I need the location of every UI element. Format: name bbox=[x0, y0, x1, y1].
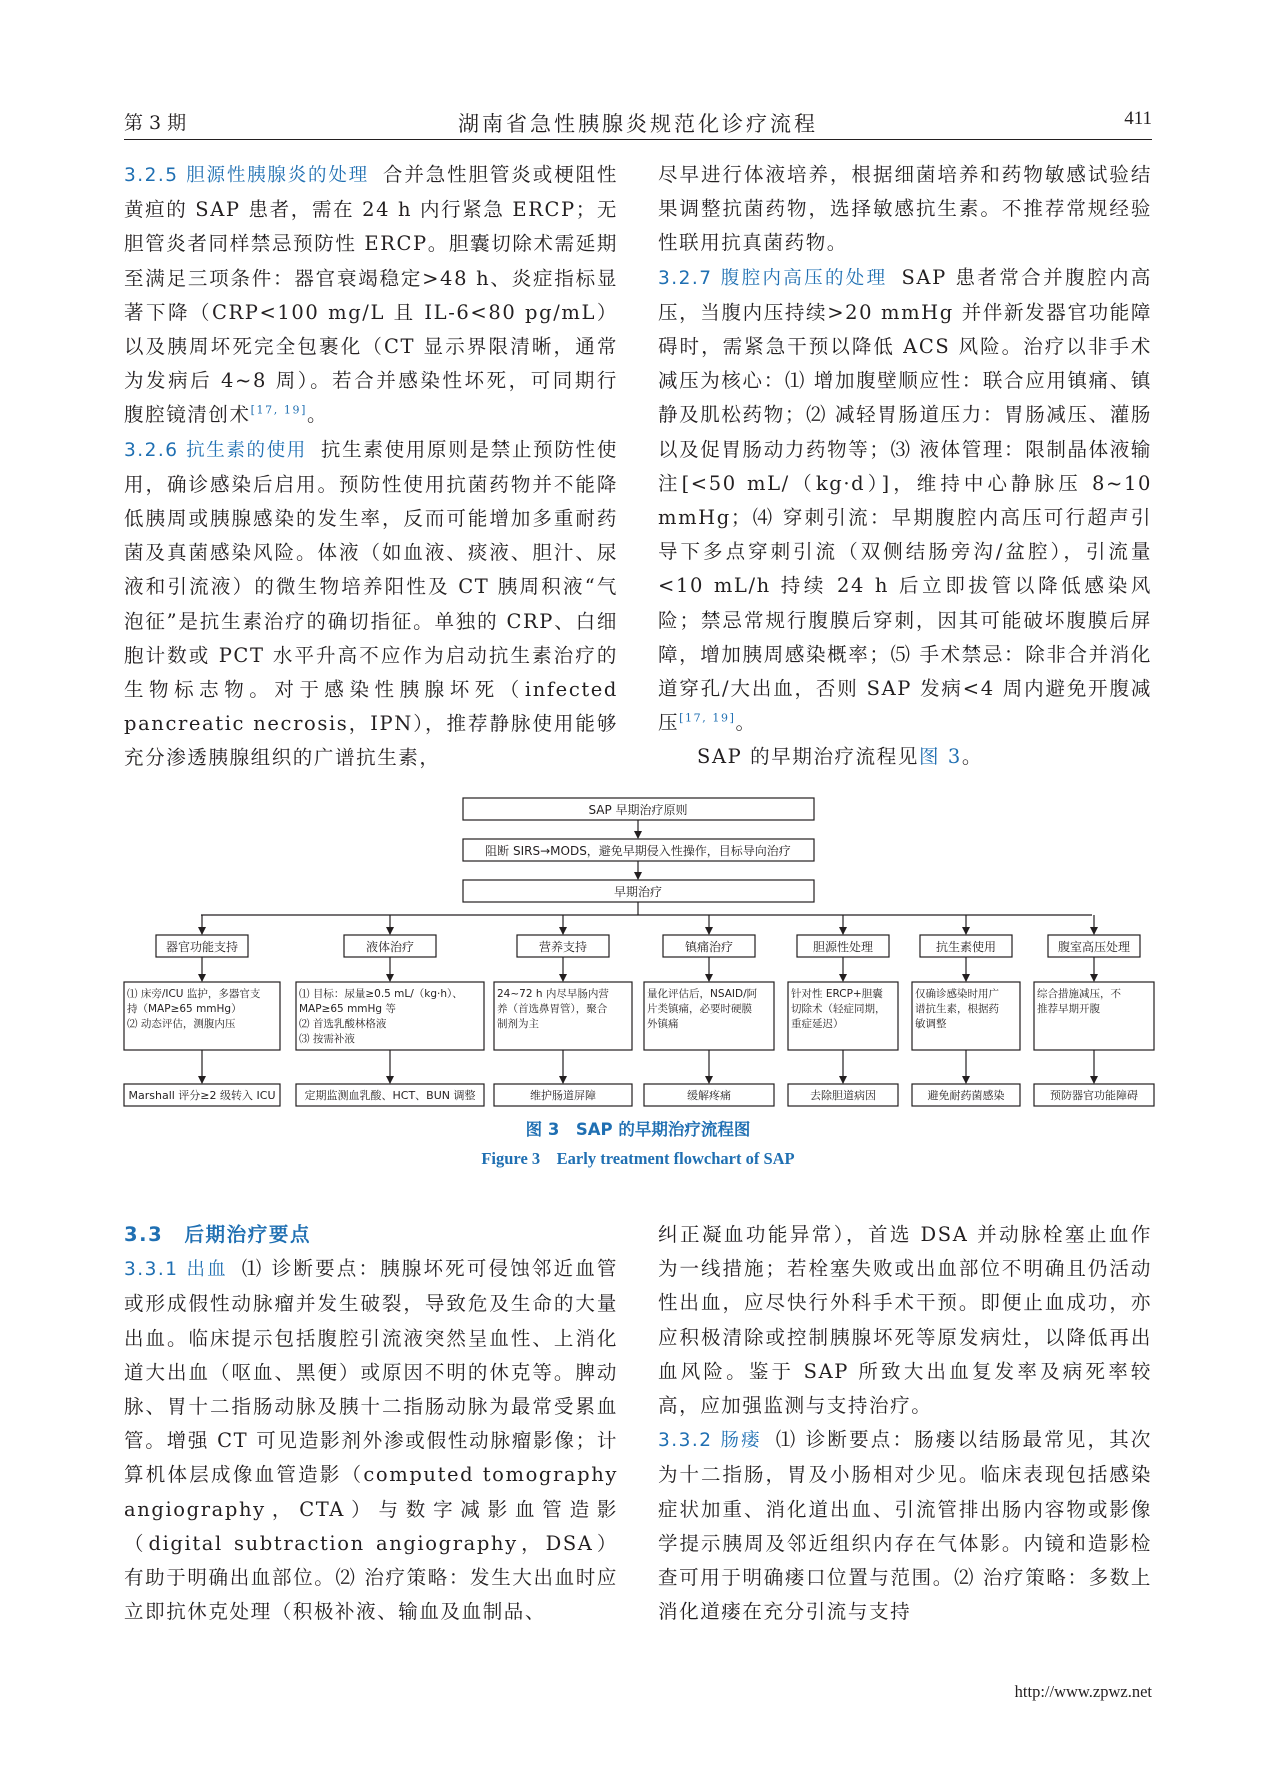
category-label: 器官功能支持 bbox=[165, 940, 239, 954]
early-treatment-text: 早期治疗 bbox=[613, 885, 663, 899]
detail-line: ⑵ 首选乳酸林格液 bbox=[299, 1018, 387, 1030]
detail-line: 重症延迟） bbox=[791, 1018, 844, 1030]
section-heading-3-3-2: 3.3.2 肠瘘 bbox=[658, 1430, 762, 1452]
detail-line: 仅确诊感染时用广 bbox=[915, 988, 999, 1000]
paragraph-text: 抗生素使用原则是禁止预防性使用，确诊感染后启用。预防性使用抗菌药物并不能降低胰周或胰腺感染的发生率，反而可能增加多重耐药菌及真菌感染风险。体液（如血液、痰液、胆汁、尿液和引流液）的微生物培养阳性及 CT 胰周积液“气泡征”是抗生素治疗的确切指征。单独的 CRP、白细胞计数或 PCT 水平升高不应作为启动抗生素治疗的生物标志物。对于感染性胰腺坏死（infected pancreatic necrosis，IPN），推荐静脉使用能够充分渗透胰腺组织的广谱抗生素， bbox=[124, 437, 618, 770]
detail-line: ⑵ 动态评估，测腹内压 bbox=[127, 1018, 236, 1030]
figure-link[interactable]: 图 3 bbox=[918, 745, 962, 769]
detail-line: 量化评估后，NSAID/阿 bbox=[647, 988, 758, 1000]
page-number: 411 bbox=[1124, 108, 1152, 129]
section-heading-3-3-1: 3.3.1 出血 bbox=[124, 1259, 228, 1281]
figure-ref-text: SAP 的早期治疗流程见 bbox=[697, 745, 919, 769]
outcome-label: Marshall 评分≥2 级转入 ICU bbox=[128, 1089, 276, 1102]
detail-line: 制剂为主 bbox=[497, 1018, 539, 1030]
detail-line: ⑶ 按需补液 bbox=[299, 1033, 355, 1045]
section-heading-3-2-5: 3.2.5 胆源性胰腺炎的处理 bbox=[124, 165, 369, 186]
category-label: 营养支持 bbox=[538, 940, 588, 954]
figure-caption-cn: 图 3 SAP 的早期治疗流程图 bbox=[525, 1120, 751, 1139]
journal-title: 湖南省急性胰腺炎规范化诊疗流程 bbox=[458, 112, 818, 136]
outcome-label: 定期监测血乳酸、HCT、BUN 调整 bbox=[304, 1089, 476, 1102]
detail-line: ⑴ 床旁/ICU 监护，多器官支 bbox=[127, 988, 261, 1000]
citation[interactable]: [17, 19] bbox=[679, 711, 736, 725]
category-label: 液体治疗 bbox=[365, 940, 415, 954]
outcome-label: 缓解疼痛 bbox=[687, 1089, 731, 1102]
paragraph-3-2-6-cont: 尽早进行体液培养，根据细菌培养和药物敏感试验结果调整抗菌药物，选择敏感抗生素。不推荐常规经验性联用抗真菌药物。 bbox=[658, 163, 1152, 255]
detail-line: 谱抗生素，根据药 bbox=[915, 1003, 999, 1015]
paragraph-3-2-5: 3.2.5 胆源性胰腺炎的处理 合并急性胆管炎或梗阻性黄疸的 SAP 患者，需在 24 h 内行紧急 ERCP；无胆管炎者同样禁忌预防性 ERCP。胆囊切除术需延期至满足三项条件：器官衰竭稳定>48 h、炎症指标显著下降（CRP<100 mg/L 且 IL-6<80 pg/mL）以及胰周坏死完全包裹化（CT 显示界限清晰，通常为发病后 4~8 周）。若合并感染性坏死，可同期行腹腔镜清创术[17, 19]。 bbox=[124, 163, 618, 427]
figure-caption-en: Figure 3 Early treatment flowchart of SAP bbox=[481, 1149, 795, 1168]
detail-line: MAP≥65 mmHg 等 bbox=[299, 1003, 396, 1015]
journal-url[interactable]: http://www.zpwz.net bbox=[1014, 1682, 1152, 1701]
citation[interactable]: [17, 19] bbox=[250, 403, 307, 417]
issue-number: 第 3 期 bbox=[124, 112, 187, 134]
paragraph-3-2-7: 3.2.7 腹腔内高压的处理 SAP 患者常合并腹腔内高压，当腹内压持续>20 mmHg 并伴新发器官功能障碍时，需紧急干预以降低 ACS 风险。治疗以非手术减压为核心：⑴ 增加腹壁顺应性：联合应用镇痛、镇静及肌松药物；⑵ 减轻胃肠道压力：胃肠减压、灌肠以及促胃肠动力药物等；⑶ 液体管理：限制晶体液输注[<50 mL/（kg·d）]，维持中心静脉压 8~10 mmHg；⑷ 穿刺引流：早期腹腔内高压可行超声引导下多点穿刺引流（双侧结肠旁沟/盆腔），引流量<10 mL/h 持续 24 h 后立即拔管以降低感染风险；禁忌常规行腹膜后穿刺，因其可能破坏腹膜后屏障，增加胰周感染概率；⑸ 手术禁忌：除非合并消化道穿孔/大出血，否则 SAP 发病<4 周内避免开腹减压[17, 19]。 bbox=[658, 265, 1152, 735]
paragraph-text: ⑴ 诊断要点：胰腺坏死可侵蚀邻近血管或形成假性动脉瘤并发生破裂，导致危及生命的大量出血。临床提示包括腹腔引流液突然呈血性、上消化道大出血（呕血、黑便）或原因不明的休克等。脾动脉、胃十二指肠动脉及胰十二指肠动脉为最常受累血管。增强 CT 可见造影剂外渗或假性动脉瘤影像；计算机体层成像血管造影（computed tomography angiography，CTA）与数字减影血管造影（digital subtraction angiography，DSA）有助于明确出血部位。⑵ 治疗策略：发生大出血时应立即抗休克处理（积极补液、输血及血制品、 bbox=[124, 1257, 619, 1624]
section-heading-3-3: 3.3 后期治疗要点 bbox=[124, 1223, 312, 1246]
paragraph-3-3-1-cont: 纠正凝血功能异常），首选 DSA 并动脉栓塞止血作为一线措施；若栓塞失败或出血部位不明确且仍活动性出血，应尽快行外科手术干预。即便止血成功，亦应积极清除或控制胰腺坏死等原发病灶，以降低再出血风险。鉴于 SAP 所致大出血复发率及病死率较高，应加强监测与支持治疗。 bbox=[658, 1223, 1152, 1418]
section-heading-3-2-7: 3.2.7 腹腔内高压的处理 bbox=[658, 267, 888, 289]
left-column-bottom bbox=[124, 1218, 618, 1629]
detail-line: 针对性 ERCP+胆囊 bbox=[791, 988, 883, 1000]
detail-line: 外镇痛 bbox=[647, 1018, 679, 1030]
outcome-label: 预防器官功能障碍 bbox=[1050, 1089, 1138, 1102]
goal-text: 阻断 SIRS→MODS，避免早期侵入性操作，目标导向治疗 bbox=[485, 844, 791, 858]
category-label: 镇痛治疗 bbox=[684, 940, 734, 954]
category-label: 腹室高压处理 bbox=[1057, 940, 1131, 954]
right-column-bottom bbox=[658, 1218, 1152, 1629]
paragraph-3-3-1 bbox=[124, 1252, 618, 1629]
outcome-label: 维护肠道屏障 bbox=[530, 1089, 596, 1102]
outcome-label: 避免耐药菌感染 bbox=[927, 1089, 1005, 1102]
detail-line: ⑴ 目标：尿量≥0.5 mL/（kg·h）、 bbox=[299, 988, 463, 1000]
paragraph-text: 合并急性胆管炎或梗阻性黄疸的 SAP 患者，需在 24 h 内行紧急 ERCP；无胆管炎者同样禁忌预防性 ERCP。胆囊切除术需延期至满足三项条件：器官衰竭稳定>48 h、炎症指标显著下降（CRP<100 mg/L 且 IL-6<80 pg/mL）以及胰周坏死完全包裹化（CT 显示界限清晰，通常为发病后 4~8 周）。若合并感染性坏死，可同期行腹腔镜清创术 bbox=[124, 163, 618, 427]
section-heading-3-2-6: 3.2.6 抗生素的使用 bbox=[124, 439, 307, 461]
category-label: 胆源性处理 bbox=[812, 940, 874, 954]
detail-line: 持（MAP≥65 mmHg） bbox=[127, 1003, 242, 1015]
detail-line: 综合措施减压，不 bbox=[1037, 988, 1121, 1000]
detail-line: 24~72 h 内尽早肠内营 bbox=[497, 988, 609, 1000]
paragraph-3-3-2 bbox=[658, 1423, 1152, 1629]
paragraph-text: SAP 患者常合并腹腔内高压，当腹内压持续>20 mmHg 并伴新发器官功能障碍时，需紧急干预以降低 ACS 风险。治疗以非手术减压为核心：⑴ 增加腹壁顺应性：联合应用镇痛、镇静及肌松药物；⑵ 减轻胃肠道压力：胃肠减压、灌肠以及促胃肠动力药物等；⑶ 液体管理：限制晶体液输注[<50 mL/（kg·d）]，维持中心静脉压 8~10 mmHg；⑷ 穿刺引流：早期腹腔内高压可行超声引导下多点穿刺引流（双侧结肠旁沟/盆腔），引流量<10 mL/h 持续 24 h 后立即拔管以降低感染风险；禁忌常规行腹膜后穿刺，因其可能破坏腹膜后屏障，增加胰周感染概率；⑸ 手术禁忌：除非合并消化道穿孔/大出血，否则 SAP 发病<4 周内避免开腹减压 bbox=[658, 265, 1152, 735]
paragraph-text: ⑴ 诊断要点：肠瘘以结肠最常见，其次为十二指肠，胃及小肠相对少见。临床表现包括感染症状加重、消化道出血、引流管排出肠内容物或影像学提示胰周及邻近组织内存在气体影。内镜和造影检查可用于明确瘘口位置与范围。⑵ 治疗策略：多数上消化道瘘在充分引流与支持 bbox=[658, 1428, 1153, 1624]
category-label: 抗生素使用 bbox=[935, 940, 997, 954]
principle-text: SAP 早期治疗原则 bbox=[588, 803, 688, 817]
detail-line: 片类镇痛，必要时硬膜 bbox=[647, 1003, 752, 1015]
detail-line: 切除术（轻症同期， bbox=[791, 1003, 886, 1015]
detail-line: 敏调整 bbox=[915, 1018, 947, 1030]
figure-ref-punct: 。 bbox=[961, 745, 983, 769]
detail-line: 养（首选鼻胃管），聚合 bbox=[497, 1003, 608, 1015]
detail-line: 推荐早期开腹 bbox=[1037, 1003, 1100, 1015]
outcome-label: 去除胆道病因 bbox=[810, 1089, 876, 1102]
